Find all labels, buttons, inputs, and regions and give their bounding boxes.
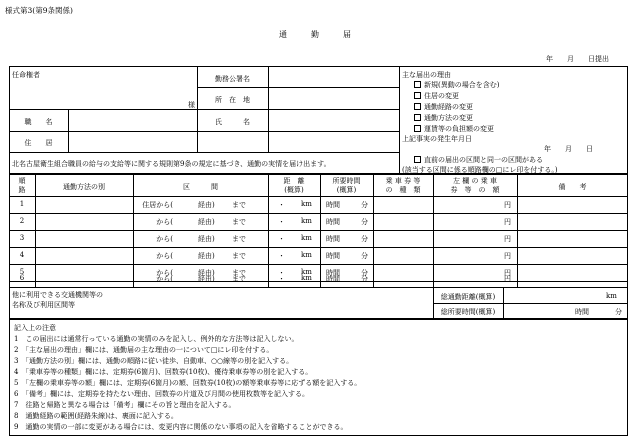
row-5-yen: 円 <box>504 269 511 277</box>
row-1-min: 分 <box>361 201 368 209</box>
ticket-type-header: 乗 車 券 等 の 種 類 <box>385 177 421 194</box>
row-6-dot: ・ <box>278 275 285 283</box>
row-5-to: まで <box>232 269 246 277</box>
note-7: 7 往路と帰路と異なる場合は「備考」欄にその旨と理由を記入する。 <box>14 401 236 409</box>
residence-label: 住 居 <box>24 139 53 147</box>
row-4-km: km <box>301 251 312 259</box>
row-3-to: まで <box>232 235 246 243</box>
name-label: 氏 名 <box>215 118 250 126</box>
note-6: 6 「備考」欄には、定期券を持たない理由、回数券の片道及び月間の使用枚数等を記入する。 <box>14 390 309 398</box>
row-2-via: 経由) <box>198 218 215 226</box>
row-2-km: km <box>301 217 312 225</box>
same-section-instruction: (該当する区間に係る順路欄の□にレ印を付する。) <box>402 166 558 174</box>
remarks-header: 備 考 <box>558 183 587 191</box>
row-4-number: 4 <box>19 251 25 259</box>
job-title-label: 職 名 <box>24 118 53 126</box>
note-5: 5 「左欄の乗車券等の額」欄には、定期券(6箇月)の額、回数券(10枚)の額等乗車券等に応ずる額を記入する。 <box>14 379 362 387</box>
total-distance-label: 総通勤距離(概算) <box>440 293 496 301</box>
row-3-yen: 円 <box>504 235 511 243</box>
order-header: 順 路 <box>18 177 26 194</box>
form-label: 様式第3(第9条関係) <box>5 6 73 15</box>
row-6-from: から( <box>156 275 173 283</box>
page-title: 通 勤 届 <box>279 30 351 39</box>
total-time-label: 総所要時間(概算) <box>440 308 496 316</box>
row-5-dot: ・ <box>278 269 285 277</box>
same-section-note[interactable]: 直前の届出の区間と同一の区間がある <box>414 155 543 165</box>
row-4-hour: 時間 <box>326 252 340 260</box>
row-6-min: 分 <box>361 275 368 283</box>
office-address-label: 所 在 地 <box>215 96 250 104</box>
row-1-dot: ・ <box>278 201 285 209</box>
reason-fare[interactable]: 運賃等の負担額の変更 <box>414 124 494 134</box>
reason-method[interactable]: 通勤方法の変更 <box>414 113 473 123</box>
declaration-text: 北名古屋衛生組合職員の給与の支給等に関する規則第9条の規定に基づき、通勤の実情を届け出ます。 <box>12 160 331 168</box>
other-transport-label: 他に利用できる交通機関等の 名称及び利用区間等 <box>12 291 103 309</box>
row-5-km: km <box>301 268 312 276</box>
reasons-heading: 主な届出の理由 <box>402 71 451 79</box>
row-4-to: まで <box>232 252 246 260</box>
row-4-dot: ・ <box>278 252 285 260</box>
submission-date: 年 月 日提出 <box>546 55 609 63</box>
row-3-hour: 時間 <box>326 235 340 243</box>
row-3-km: km <box>301 234 312 242</box>
row-3-via: 経由) <box>198 235 215 243</box>
row-2-to: まで <box>232 218 246 226</box>
note-4: 4 「乗車券等の種類」欄には、定期券(6箇月)、回数券(10枚)、優待乗車券等の別を記入する。 <box>14 368 313 376</box>
row-2-min: 分 <box>361 218 368 226</box>
row-3-min: 分 <box>361 235 368 243</box>
method-header: 通勤方法の別 <box>63 183 105 191</box>
row-4-via: 経由) <box>198 252 215 260</box>
total-distance-unit: km <box>606 292 617 300</box>
row-1-from: 住居から( <box>142 201 173 209</box>
reason-residence[interactable]: 住居の変更 <box>414 91 459 101</box>
row-2-yen: 円 <box>504 218 511 226</box>
row-5-from: から( <box>156 269 173 277</box>
row-3-dot: ・ <box>278 235 285 243</box>
row-5-via: 経由) <box>198 269 215 277</box>
seal-mark: 様 <box>188 101 195 109</box>
note-1: 1 この届出には通常行っている通勤の実情のみを記入し、例外的な方法等は記入しない。 <box>14 335 299 343</box>
row-6-km: km <box>301 274 312 282</box>
note-8: 8 通勤経路の範囲(経路朱線)は、裏面に記入する。 <box>14 412 178 420</box>
section-header: 区 間 <box>183 183 218 191</box>
row-1-to: まで <box>232 201 246 209</box>
row-6-yen: 円 <box>504 275 511 283</box>
row-6-via: 経由) <box>198 275 215 283</box>
row-6-to: まで <box>232 275 246 283</box>
row-4-from: から( <box>156 252 173 260</box>
reason-new[interactable]: 新規(異動の場合を含む) <box>414 80 499 90</box>
note-3: 3 「通勤方法の別」欄には、通勤の順路に従い徒歩、自動車、○○線等の別を記入する。 <box>14 357 294 365</box>
row-5-min: 分 <box>361 269 368 277</box>
row-4-yen: 円 <box>504 252 511 260</box>
checkbox-icon <box>414 103 421 110</box>
row-2-hour: 時間 <box>326 218 340 226</box>
note-9: 9 通勤の実情の一部に変更がある場合には、変更内容に関係のない事項の記入を省略することができる。 <box>14 423 348 431</box>
row-3-from: から( <box>156 235 173 243</box>
row-2-from: から( <box>156 218 173 226</box>
occurrence-date-heading: 上記事実の発生年月日 <box>402 135 472 143</box>
row-1-yen: 円 <box>504 201 511 209</box>
row-4-min: 分 <box>361 252 368 260</box>
appointer-label: 任命権者 <box>12 71 40 79</box>
row-1-hour: 時間 <box>326 201 340 209</box>
row-1-km: km <box>301 200 312 208</box>
reason-route[interactable]: 通勤経路の変更 <box>414 102 473 112</box>
row-6-number: 6 <box>19 274 25 282</box>
checkbox-icon <box>414 81 421 88</box>
checkbox-icon <box>414 156 421 163</box>
checkbox-icon <box>414 114 421 121</box>
row-6-hour: 時間 <box>326 275 340 283</box>
row-1-via: 経由) <box>198 201 215 209</box>
notes-heading: 記入上の注意 <box>14 324 56 332</box>
checkbox-icon <box>414 125 421 132</box>
total-time-min: 分 <box>615 308 622 316</box>
occurrence-date: 年 月 日 <box>544 145 593 153</box>
row-5-hour: 時間 <box>326 269 340 277</box>
distance-header: 距 離 (概算) <box>283 177 305 194</box>
row-3-number: 3 <box>19 234 25 242</box>
office-name-label: 勤務公署名 <box>215 75 250 83</box>
row-1-number: 1 <box>19 200 25 208</box>
total-time-hour: 時間 <box>575 308 589 316</box>
row-2-dot: ・ <box>278 218 285 226</box>
fare-amount-header: 左 欄 の 乗 車 券 等 の 額 <box>450 177 500 194</box>
row-5-number: 5 <box>19 268 25 276</box>
time-header: 所要時間 (概算) <box>332 177 361 194</box>
row-2-number: 2 <box>19 217 25 225</box>
note-2: 2 「主な届出の理由」欄には、通勤届の主な理由の一について□にレ印を付する。 <box>14 346 274 354</box>
checkbox-icon <box>414 92 421 99</box>
